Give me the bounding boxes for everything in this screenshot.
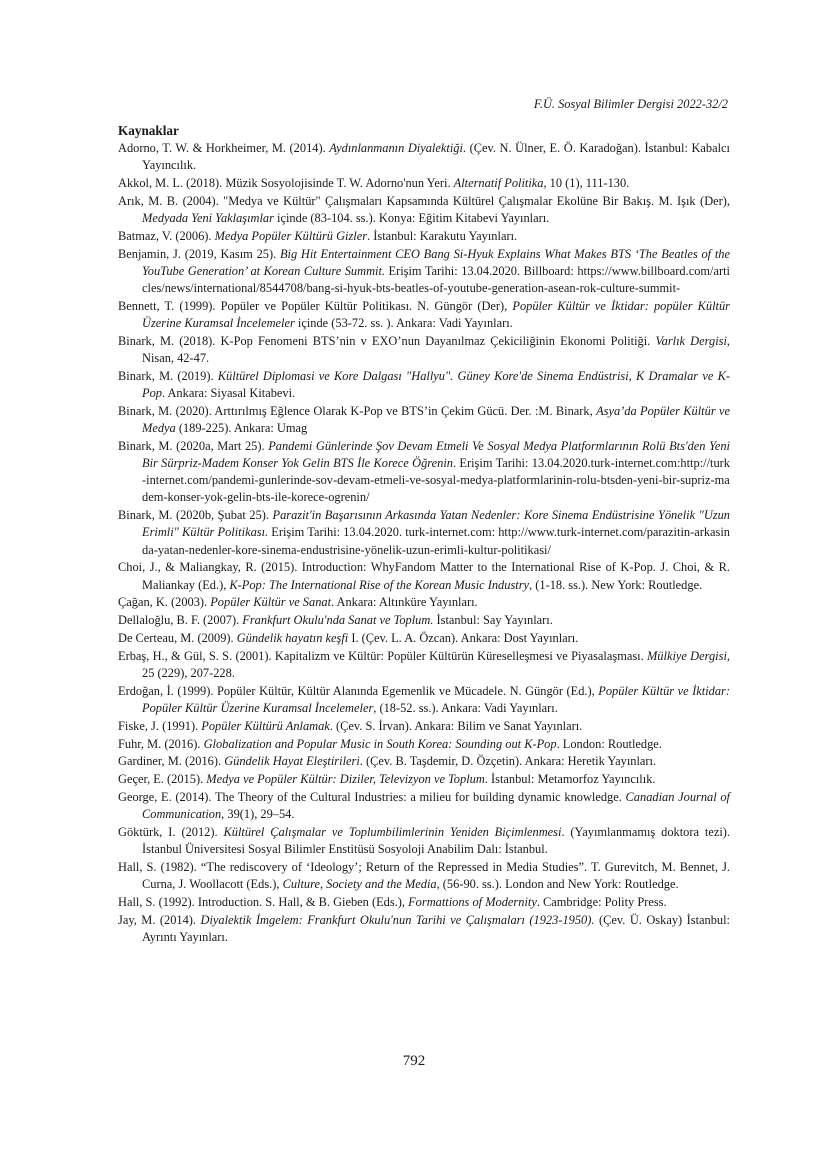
reference-entry — [118, 594, 730, 611]
reference-citation: Akkol, M. L. (2018). Müzik Sosyolojisinde T. W. Adorno'nun Yeri. — [118, 176, 454, 190]
reference-citation: Bennett, T. (1999). Popüler ve Popüler Kültür Politikası. N. Güngör (Der), — [118, 298, 513, 313]
reference-title: K-Pop: The International Rise of the Korean Music Industry — [229, 577, 530, 592]
reference-entry — [118, 736, 730, 753]
reference-entry — [118, 771, 730, 788]
reference-citation: Benjamin, J. (2019, Kasım 25). — [118, 246, 280, 261]
reference-list — [118, 140, 730, 946]
reference-entry — [118, 228, 730, 245]
reference-citation: George, E. (2014). The Theory of the Cultural Industries: a milieu for building dynamic knowledge. — [118, 789, 626, 804]
reference-citation: Göktürk, I. (2012). — [118, 824, 224, 839]
reference-details: , 25 (229), 207-228. — [142, 648, 730, 680]
reference-citation: Choi, J., & Maliangkay, R. (2015). Introduction: WhyFandom Matter to the International Rise of K-Pop. J. Choi, & R. Maliankay (Ed.), — [118, 560, 730, 592]
reference-citation: Dellaloğlu, B. F. (2007). — [118, 613, 243, 628]
reference-details: içinde (83-104. ss.). Konya: Eğitim Kitabevi Yayınları. — [273, 211, 550, 225]
reference-entry — [118, 894, 730, 911]
reference-details: . (Çev. B. Taşdemir, D. Özçetin). Ankara: Heretik Yayınları. — [359, 754, 657, 769]
reference-entry — [118, 559, 730, 593]
reference-citation: Gardiner, M. (2016). — [118, 754, 225, 769]
reference-citation: Arık, M. B. (2004). "Medya ve Kültür" Çalışmaları Kapsamında Kültürel Çalışmalar Ekolüne Bir Bakış. M. Işık (Der), — [118, 193, 730, 208]
reference-citation: Fuhr, M. (2016). — [118, 736, 204, 751]
reference-citation: Hall, S. (1992). Introduction. S. Hall, & B. Gieben (Eds.), — [118, 894, 409, 909]
reference-entry — [118, 630, 730, 647]
reference-citation: Erdoğan, İ. (1999). Popüler Kültür, Kültür Alanında Egemenlik ve Mücadele. N. Güngör (Ed.), — [118, 683, 599, 698]
reference-details: . (Yayımlanmamış doktora tezi). İstanbul Üniversitesi Sosyal Bilimler Enstitüsü Sosyoloji Anabilim Dalı: İstanbul. — [142, 824, 730, 857]
reference-details: içinde (53-72. ss. ). Ankara: Vadi Yayınları. — [294, 316, 513, 330]
reference-details: , (18-52. ss.). Ankara: Vadi Yayınları. — [373, 701, 558, 715]
reference-citation: Hall, S. (1982). “The rediscovery of ‘Ideology’; Return of the Repressed in Media Studies”. T. Gurevitch, M. Bennet, J. Curna, J. Woollacott (Eds.), — [118, 859, 730, 892]
reference-title: Popüler Kültür ve İktidar: popüler Kültür Üzerine Kuramsal İncelemeler — [142, 298, 730, 330]
reference-citation: Binark, M. (2020a, Mart 25). — [118, 438, 269, 453]
page-number: 792 — [402, 1053, 426, 1069]
reference-title: Kültürel Diplomasi ve Kore Dalgası "Hallyu". Güney Kore'de Sinema Endüstrisi, K Dramalar ve K-Pop — [142, 368, 730, 400]
reference-details: , Nisan, 42-47. — [142, 333, 731, 365]
reference-entry — [118, 683, 730, 717]
running-header: F.Ü. Sosyal Bilimler Dergisi 2022-32/2 — [533, 97, 728, 111]
reference-entry — [118, 333, 730, 367]
reference-citation: Binark, M. (2018). K-Pop Fenomeni BTS’nin v EXO’nun Dayanılmaz Çekiciliğinin Ekonomi Politiği. — [118, 333, 656, 348]
reference-title: Asya’da Popüler Kültür ve Medya — [142, 403, 730, 435]
reference-details: I. (Çev. L. A. Özcan). Ankara: Dost Yayınları. — [348, 631, 579, 645]
reference-citation: Adorno, T. W. & Horkheimer, M. (2014). — [118, 141, 330, 155]
reference-title: Gündelik Hayat Eleştirileri — [224, 754, 360, 769]
reference-entry — [118, 507, 730, 559]
reference-title: Varlık Dergisi — [655, 333, 727, 348]
reference-details: . İstanbul: Karakutu Yayınları. — [367, 228, 518, 243]
reference-entry — [118, 912, 730, 946]
reference-title: Pandemi Günlerinde Şov Devam Etmeli Ve Sosyal Medya Platformlarının Rolü Bts'den Yeni Bir Sürpriz-Madem Konser Yok Gelin BTS İle Korece Öğrenin — [142, 438, 730, 470]
reference-details: , (56-90. ss.). London and New York: Routledge. — [436, 877, 679, 892]
reference-title: Aydınlanmanın Diyalektiği — [329, 141, 463, 155]
reference-title: Culture, Society and the Media — [282, 877, 437, 892]
reference-entry — [118, 718, 730, 735]
reference-entry — [118, 648, 730, 682]
reference-title: Frankfurt Okulu'nda Sanat ve Toplum. — [242, 613, 434, 628]
reference-entry — [118, 859, 730, 893]
reference-details: Erişim Tarihi: 13.04.2020. turk-internet.com: http://www.turk-internet.com/parazitin-arkasinda-yatan-nedenler-kore-sinema-endustrisine-yönelik-uzun-erimli-kultur-politikasi/ — [142, 525, 730, 557]
reference-details: . Cambridge: Polity Press. — [536, 894, 667, 909]
reference-citation: Çağan, K. (2003). — [118, 595, 211, 610]
reference-details: . London: Routledge. — [556, 736, 662, 751]
reference-citation: Geçer, E. (2015). — [118, 772, 207, 787]
reference-entry — [118, 368, 730, 402]
reference-details: , 10 (1), 111-130. — [543, 176, 630, 190]
reference-title: Popüler Kültür ve Sanat — [210, 595, 332, 610]
reference-entry — [118, 753, 730, 770]
reference-citation: Binark, M. (2020b, Şubat 25). — [118, 508, 273, 523]
reference-citation: Binark, M. (2019). — [118, 368, 218, 383]
reference-entry — [118, 175, 730, 192]
reference-entry — [118, 298, 730, 332]
reference-title: Popüler Kültürü Anlamak — [201, 718, 330, 733]
reference-title: Big Hit Entertainment CEO Bang Si-Hyuk Explains What Makes BTS ‘The Beatles of the YouTube Generation’ at Korean Culture Summit. — [142, 246, 731, 278]
reference-citation: Batmaz, V. (2006). — [118, 228, 215, 243]
reference-title: Medya Popüler Kültürü Gizler — [214, 228, 368, 243]
reference-details: Erişim Tarihi: 13.04.2020. Billboard: https://www.billboard.com/articles/news/international/8544708/bang-si-hyuk-bts-beatles-of-youtube-generation-asean-rok-culture-summit- — [142, 263, 730, 295]
reference-details: (Çev. Ü. Oskay) İstanbul: Ayrıntı Yayınları. — [142, 912, 730, 944]
reference-entry — [118, 612, 730, 629]
reference-title: Parazit'in Başarısının Arkasında Yatan Nedenler: Kore Sinema Endüstrisine Yönelik "Uzun Erimli" Kültür Politikası. — [142, 508, 730, 540]
reference-details: . Erişim Tarihi: 13.04.2020.turk-internet.com:http://turk-internet.com/pandemi-gunlerinde-sov-devam-etmeli-ve-sosyal-medya-platformlarinin-rolu-btsden-yeni-bir-supriz-madem-konser-yok-gelin-bts-ile-korece-ogrenin/ — [142, 456, 730, 505]
references-heading: Kaynaklar — [118, 123, 179, 138]
reference-details: . İstanbul: Metamorfoz Yayıncılık. — [484, 772, 656, 787]
reference-title: Medya ve Popüler Kültür: Diziler, Televizyon ve Toplum — [206, 772, 485, 787]
reference-details: . (Çev. N. Ülner, E. Ö. Karadoğan). İstanbul: Kabalcı Yayıncılık. — [142, 141, 730, 173]
reference-title: Globalization and Popular Music in South Korea: Sounding out K-Pop — [203, 736, 557, 751]
reference-title: Gündelik hayatın keşfi — [236, 631, 349, 645]
reference-title: Medyada Yeni Yaklaşımlar — [142, 211, 274, 225]
reference-title: Formattions of Modernity — [408, 894, 537, 909]
references-section — [118, 122, 730, 947]
reference-title: Popüler Kültür ve İktidar: Popüler Kültür Üzerine Kuramsal İncelemeler — [142, 683, 730, 715]
reference-title: Mülkiye Dergisi — [646, 648, 727, 663]
reference-details: , 39(1), 29–54. — [221, 807, 295, 822]
reference-title: Canadian Journal of Communication — [142, 789, 730, 822]
reference-entry — [118, 438, 730, 507]
reference-entry — [118, 246, 730, 298]
reference-citation: Fiske, J. (1991). — [118, 718, 202, 733]
reference-citation: Jay, M. (2014). — [118, 912, 201, 927]
reference-details: İstanbul: Say Yayınları. — [433, 613, 553, 628]
reference-details: . Ankara: Siyasal Kitabevi. — [161, 386, 296, 400]
reference-citation: Erbaş, H., & Gül, S. S. (2001). Kapitalizm ve Kültür: Popüler Kültürün Küreselleşmesi ve Piyasalaşması. — [118, 648, 647, 663]
reference-title: Diyalektik İmgelem: Frankfurt Okulu'nun Tarihi ve Çalışmaları (1923-1950). — [200, 912, 595, 927]
reference-entry — [118, 193, 730, 227]
reference-title: Kültürel Çalışmalar ve Toplumbilimlerinin Yeniden Biçimlenmesi — [223, 824, 562, 839]
reference-entry — [118, 824, 730, 858]
reference-entry — [118, 140, 730, 174]
reference-entry — [118, 789, 730, 823]
reference-entry — [118, 403, 730, 437]
reference-title: Alternatif Politika — [453, 176, 544, 190]
reference-citation: De Certeau, M. (2009). — [118, 631, 237, 645]
reference-details: . (Çev. S. İrvan). Ankara: Bilim ve Sanat Yayınları. — [329, 718, 583, 733]
reference-details: . Ankara: Altınküre Yayınları. — [331, 595, 478, 610]
reference-citation: Binark, M. (2020). Arttırılmış Eğlence Olarak K-Pop ve BTS’in Çekim Gücü. Der. :M. Binark, — [118, 403, 597, 418]
reference-details: , (1-18. ss.). New York: Routledge. — [529, 577, 703, 592]
reference-details: (189-225). Ankara: Umag — [175, 421, 308, 435]
